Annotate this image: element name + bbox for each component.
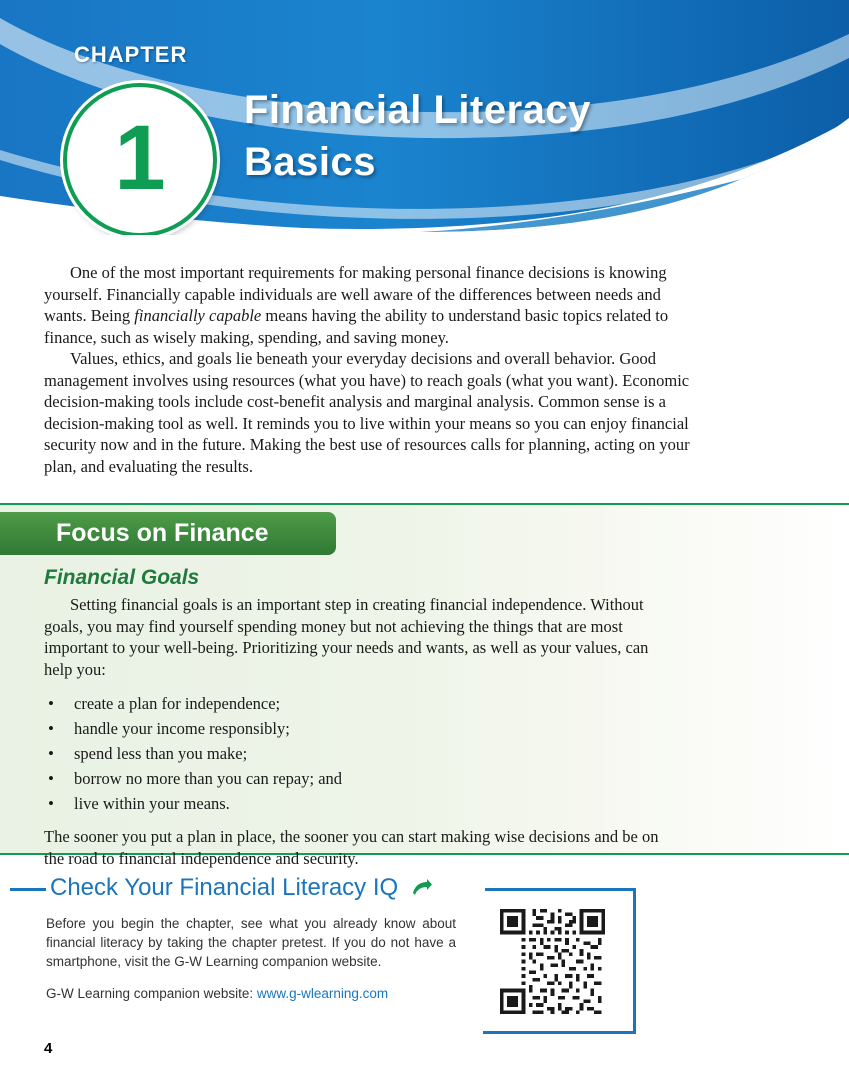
intro-text	[44, 262, 699, 477]
focus-on-finance-body	[44, 594, 676, 869]
focus-paragraph-2: The sooner you put a plan in place, the sooner you can start making wise decisions and be on the road to financial independence and security.	[44, 827, 659, 868]
page-title	[244, 84, 674, 188]
list-item: • handle your income responsibly;	[44, 716, 676, 741]
iq-description	[46, 914, 456, 1003]
intro-paragraph-1	[44, 262, 699, 348]
iq-rule-left	[10, 888, 46, 891]
iq-website-link[interactable]: www.g-wlearning.com	[256, 986, 389, 1001]
iq-border-bottom	[483, 1031, 636, 1034]
list-item: • create a plan for independence;	[44, 691, 676, 716]
iq-website-label: G-W Learning companion website:	[46, 986, 257, 1001]
intro-italic-term: financially capable	[134, 306, 262, 325]
page-number: 4	[44, 1040, 53, 1057]
list-item: • live within your means.	[44, 791, 676, 816]
iq-rule-right	[485, 888, 636, 891]
list-item: • spend less than you make;	[44, 741, 676, 766]
qr-code[interactable]	[500, 909, 605, 1014]
focus-on-finance-tab	[0, 512, 336, 555]
focus-on-finance-subtitle: Financial Goals	[44, 566, 200, 589]
list-item: • borrow no more than you can repay; and	[44, 766, 676, 791]
page-title-line-1: Financial Literacy	[244, 88, 591, 132]
iq-border-vertical	[633, 888, 636, 1034]
iq-title-label: Check Your Financial Literacy IQ	[50, 874, 399, 901]
chapter-number-badge	[63, 83, 217, 235]
chapter-number: 1	[114, 107, 166, 209]
check-iq-section	[0, 866, 849, 1041]
intro-paragraph-1-part-2: means having the ability to understand basic topics related to finance, such as wisely making, spending, and saving money.	[44, 306, 669, 347]
focus-paragraph-1: Setting financial goals is an important step in creating financial independence. Without goals, you may find yourself spending money but not achieving the things that are most important to your well-being. Prioritizing your needs and wants, as well as your values, can help you:	[44, 595, 649, 679]
intro-paragraph-1-part-1: One of the most important requirements for making personal finance decisions is knowing yourself. Financially capable individuals are well aware of the differences between needs and wants. Being	[44, 263, 667, 325]
intro-paragraph-2: Values, ethics, and goals lie beneath your everyday decisions and overall behavior. Good management involves using resources (what you have) to reach goals (what you want). Economic decision-making tools include cost-benefit analysis and marginal analysis. Common sense is a decision-making tool as well. It reminds you to live within your means so you can enjoy financial security now and in the future. Making the best use of resources calls for planning, acting on your plan, and evaluating the results.	[44, 349, 690, 476]
iq-paragraph-2	[46, 984, 456, 1003]
arrow-pointer-icon	[411, 876, 433, 904]
page-title-line-2: Basics	[244, 140, 376, 184]
iq-paragraph-1: Before you begin the chapter, see what you already know about financial literacy by taking the chapter pretest. If you do not have a smartphone, visit the G-W Learning companion website.	[46, 916, 456, 969]
iq-title	[50, 874, 433, 904]
chapter-header-banner	[0, 0, 849, 235]
focus-on-finance-tab-label: Focus on Finance	[56, 519, 269, 547]
qr-code-graphic	[500, 909, 605, 1014]
chapter-word-label: CHAPTER	[74, 42, 188, 67]
focus-bullet-list	[44, 691, 676, 816]
